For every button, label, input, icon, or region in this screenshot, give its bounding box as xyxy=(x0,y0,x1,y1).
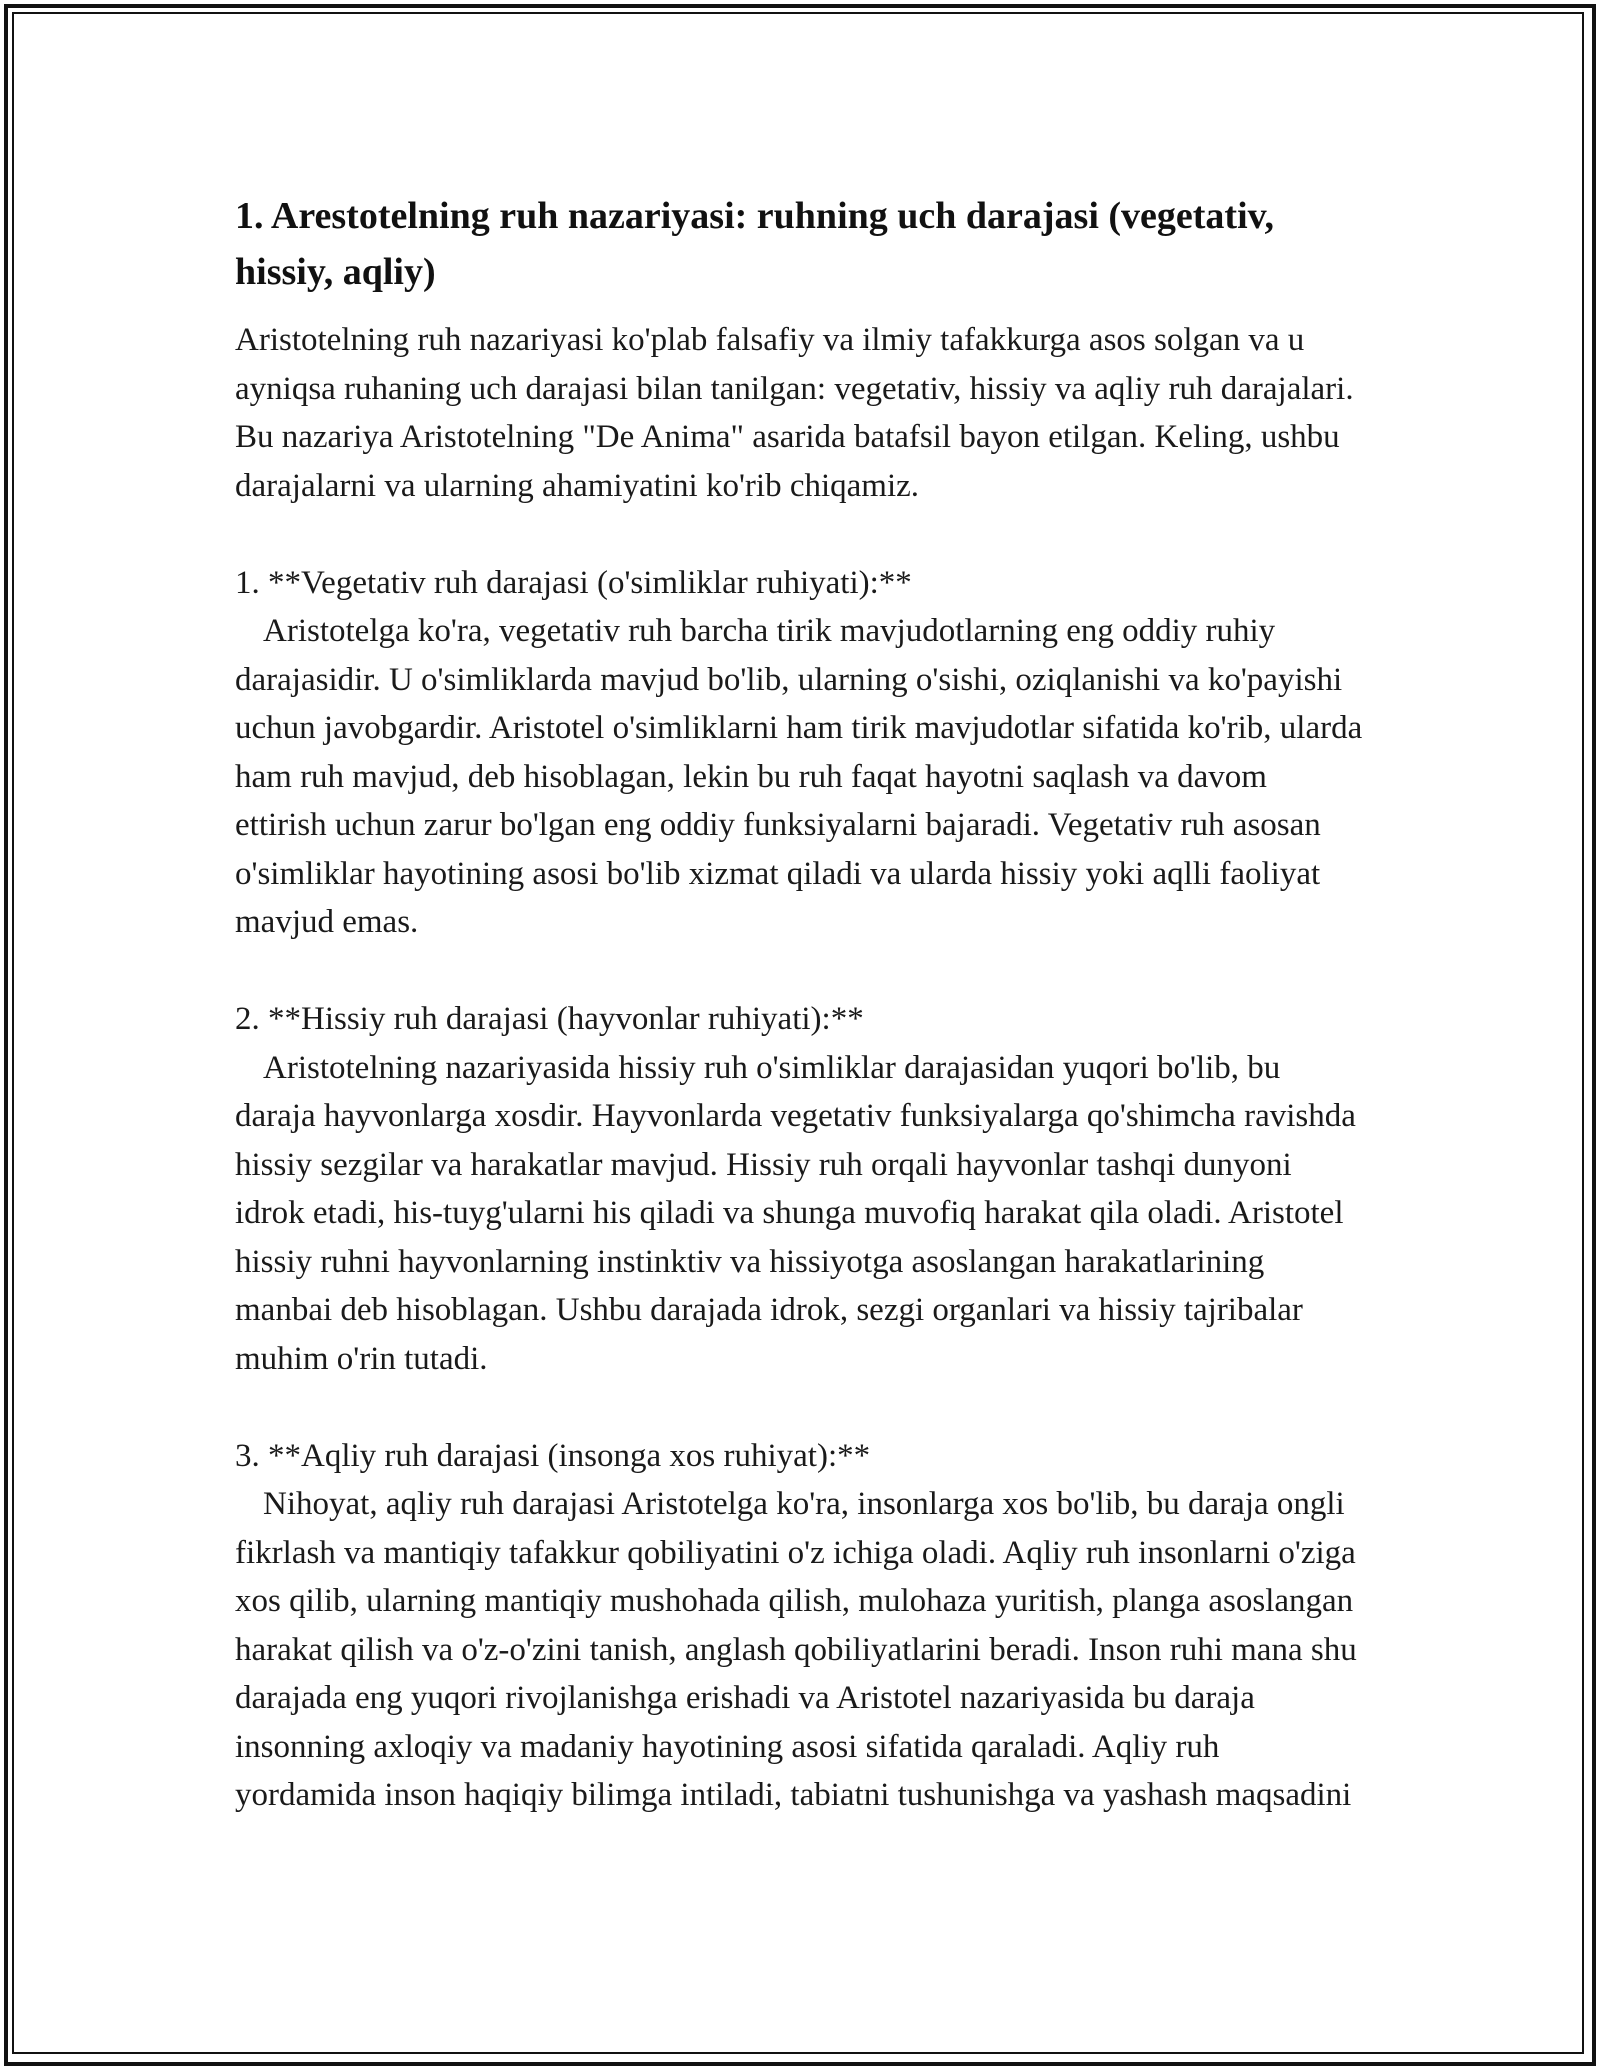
section-heading: 2. **Hissiy ruh darajasi (hayvonlar ruhiyati):** xyxy=(235,1001,864,1037)
section-gap xyxy=(235,510,1365,559)
intro-paragraph: Aristotelning ruh nazariyasi ko'plab falsafiy va ilmiy tafakkurga asos solgan va u ayniqsa ruhaning uch darajasi bilan tanilgan: vegetativ, hissiy va aqliy ruh darajalari. Bu nazariya Aristotelning "De Anima" asarida batafsil bayon etilgan. Keling, ushbu darajalarni va ularning ahamiyatini ko'rib chiqamiz. xyxy=(235,322,1354,504)
document-title: 1. Arestotelning ruh nazariyasi: ruhning uch darajasi (vegetativ, hissiy, aqliy) xyxy=(235,195,1275,293)
section-heading: 1. **Vegetativ ruh darajasi (o'simliklar ruhiyati):** xyxy=(235,564,912,601)
section-body: Aristotelning nazariyasida hissiy ruh o'simliklar darajasidan yuqori bo'lib, bu daraja hayvonlarga xosdir. Hayvonlarda vegetativ funksiyalarga qo'shimcha ravishda hissiy sezgilar va harakatlar mavjud. Hissiy ruh orqali hayvonlar tashqi dunyoni idrok etadi, his-tuyg'ularni his qiladi va shunga muvofiq harakat qila oladi. Aristotel hissiy ruhni hayvonlarning instinktiv va hissiyotga asoslangan harakatlarining manbai deb hisoblagan. Ushbu darajada idrok, sezgi organlari va hissiy tajribalar muhim o'rin tutadi. xyxy=(235,1049,1356,1377)
section-body: Aristotelga ko'ra, vegetativ ruh barcha tirik mavjudotlarning eng oddiy ruhiy darajasidir. U o'simliklarda mavjud bo'lib, ularning o'sishi, oziqlanishi va ko'payishi uchun javobgardir. Aristotel o'simliklarni ham tirik mavjudotlar sifatida ko'rib, ularda ham ruh mavjud, deb hisoblagan, lekin bu ruh faqat hayotni saqlash va davom ettirish uchun zarur bo'lgan eng oddiy funksiyalarni bajaradi. Vegetativ ruh asosan o'simliklar hayotining asosi bo'lib xizmat qiladi va ularda hissiy yoki aqlli faoliyat mavjud emas. xyxy=(235,613,1363,940)
section-vegetative xyxy=(235,559,1365,947)
section-body: Nihoyat, aqliy ruh darajasi Aristotelga ko'ra, insonlarga xos bo'lib, bu daraja ongli fikrlash va mantiqiy tafakkur qobiliyatini o'z ichiga oladi. Aqliy ruh insonlarni o'ziga xos qilib, ularning mantiqiy mushohada qilish, mulohaza yuritish, planga asoslangan harakat qilish va o'z-o'zini tanish, anglash qobiliyatlarini beradi. Inson ruhi mana shu darajada eng yuqori rivojlanishga erishadi va Aristotel nazariyasida bu daraja insonning axloqiy va madaniy hayotining asosi sifatida qaraladi. Aqliy ruh yordamida inson haqiqiy bilimga intiladi, tabiatni tushunishga va yashash maqsadini xyxy=(235,1486,1357,1813)
section-heading: 3. **Aqliy ruh darajasi (insonga xos ruhiyat):** xyxy=(235,1437,871,1474)
section-sensitive xyxy=(235,995,1365,1383)
section-gap xyxy=(235,1383,1365,1432)
section-gap xyxy=(235,947,1365,996)
section-rational xyxy=(235,1432,1365,1820)
document-body xyxy=(235,188,1365,1820)
